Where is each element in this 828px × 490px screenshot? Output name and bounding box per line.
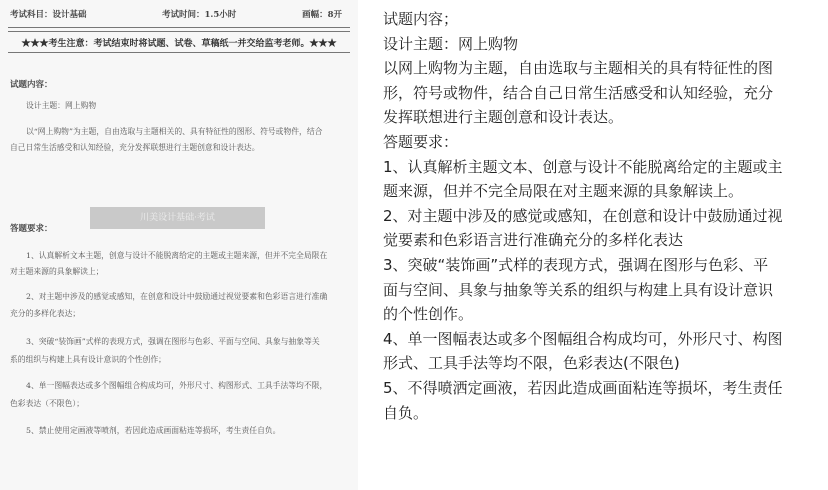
exam-canvas-size: 画幅：8开 [302,10,342,20]
exam-notice: ★★★考生注意：考试结束时将试题、试卷、草稿纸一并交给监考老师。★★★ [21,39,337,49]
watermark: 川美设计基础·考试 [90,207,265,229]
content-line: 自己日常生活感受和认知经验，充分发挥联想进行主题创意和设计表达。 [10,143,260,152]
requirement-line: 5、禁止使用定画液等喷剂，若因此造成画面粘连等损坏，考生责任自负。 [26,426,281,435]
requirement-line: 4、单一图幅表达或多个图幅组合构成均可，外形尺寸、构图形式、工具手法等均不限， [26,381,328,390]
requirement-line: 色彩表达（不限色）； [10,399,85,408]
notice-rule [8,52,350,53]
text-line: 4、单一图幅表达或多个图幅组合构成均可，外形尺寸、构图 [383,329,783,348]
requirement-line: 3、突破“装饰画”式样的表现方式，强调在图形与色彩、平面与空间、具象与抽象等关 [26,337,320,346]
text-line: 觉要素和色彩语言进行准确充分的多样化表达 [383,231,684,250]
header-rule-thin [8,31,350,32]
text-line: 答题要求： [383,132,459,151]
requirement-line: 1、认真解析文本主题，创意与设计不能脱离给定的主题或主题来源，但并不完全局限在 [26,251,328,260]
text-line: 试题内容； [383,10,459,28]
text-line: 设计主题：网上购物 [383,34,519,53]
exam-time: 考试时间：1.5小时 [162,10,237,20]
exam-paper-scan [0,0,358,490]
text-line: 发挥联想进行主题创意和设计表达。 [383,108,624,127]
text-line: 以网上购物为主题，自由选取与主题相关的具有特征性的图 [383,59,774,78]
requirements-heading: 答题要求： [10,224,53,234]
requirement-line: 系的组织与构建上具有设计意识的个性创作； [10,355,166,364]
text-line: 自负。 [383,403,429,422]
requirement-line: 2、对主题中涉及的感觉或感知，在创意和设计中鼓励通过视觉要素和色彩语言进行准确 [26,292,328,301]
content-heading: 试题内容： [10,80,53,90]
text-line: 面与空间、具象与抽象等关系的组织与构建上具有设计意识 [383,280,774,299]
text-line: 1、认真解析主题文本、创意与设计不能脱离给定的主题或主 [383,157,783,176]
text-line: 的个性创作。 [383,305,474,324]
text-line: 5、不得喷洒定画液，若因此造成画面粘连等损坏，考生责任 [383,378,783,397]
exam-header [10,8,348,22]
content-line: 以“网上购物”为主题，自由选取与主题相关的、具有特征性的图形、符号或物件，结合 [26,127,323,136]
transcribed-text [383,7,823,425]
exam-subject: 考试科目：设计基础 [10,10,87,20]
header-rule [8,27,350,28]
text-line: 2、对主题中涉及的感觉或感知，在创意和设计中鼓励通过视 [383,206,783,225]
requirement-line: 充分的多样化表达； [10,309,81,318]
text-line: 形，符号或物件，结合自己日常生活感受和认知经验，充分 [383,83,774,102]
requirement-line: 对主题来源的具象解读上； [10,267,104,276]
text-line: 3、突破“装饰画”式样的表现方式，强调在图形与色彩、平 [383,255,769,274]
theme-line: 设计主题：网上购物 [26,101,97,110]
text-line: 形式、工具手法等均不限，色彩表达(不限色) [383,354,680,373]
text-line: 题来源，但并不完全局限在对主题来源的具象解读上。 [383,182,744,201]
